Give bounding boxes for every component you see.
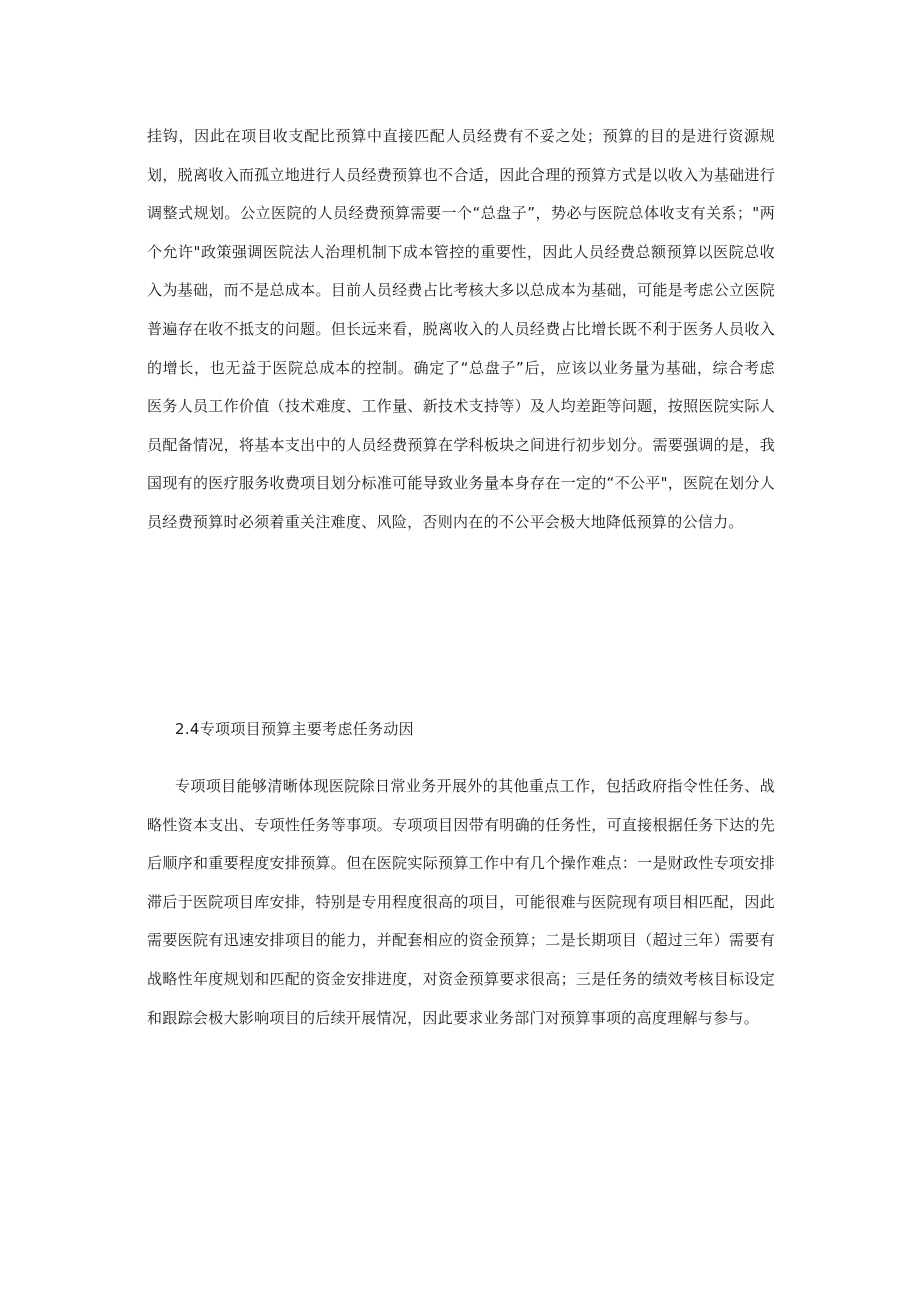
body-paragraph-special-projects: 专项项目能够清晰体现医院除日常业务开展外的其他重点工作，包括政府指令性任务、战略性资本支出、专项性任务等事项。专项项目因带有明确的任务性，可直接根据任务下达的先后顺序和重要程度安排预算。但在医院实际预算工作中有几个操作难点：一是财政性专项安排滞后于医院项目库安排，特别是专用程度很高的项目，可能很难与医院现有项目相匹配，因此需要医院有迅速安排项目的能力，并配套相应的资金预算；二是长期项目（超过三年）需要有战略性年度规划和匹配的资金安排进度，对资金预算要求很高；三是任务的绩效考核目标设定和跟踪会极大影响项目的后续开展情况，因此要求业务部门对预算事项的高度理解与参与。: [147, 777, 775, 1027]
body-paragraph-personnel-budget: 挂钩，因此在项目收支配比预算中直接匹配人员经费有不妥之处；预算的目的是进行资源规划，脱离收入而孤立地进行人员经费预算也不合适，因此合理的预算方式是以收入为基础进行调整式规划。公立医院的人员经费预算需要一个“总盘子”，势必与医院总体收支有关系；"两个允许"政策强调医院法人治理机制下成本管控的重要性，因此人员经费总额预算以医院总收入为基础，而不是总成本。目前人员经费占比考核大多以总成本为基础，可能是考虑公立医院普遍存在收不抵支的问题。但长远来看，脱离收入的人员经费占比增长既不利于医务人员收入的增长，也无益于医院总成本的控制。确定了“总盘子”后，应该以业务量为基础，综合考虑医务人员工作价值（技术难度、工作量、新技术支持等）及人均差距等问题，按照医院实际人员配备情况，将基本支出中的人员经费预算在学科板块之间进行初步划分。需要强调的是，我国现有的医疗服务收费项目划分标准可能导致业务量本身存在一定的“不公平"，医院在划分人员经费预算时必须着重关注难度、风险，否则内在的不公平会极大地降低预算的公信力。: [147, 127, 775, 531]
section-heading: 2.4专项项目预算主要考虑任务动因: [175, 720, 414, 738]
